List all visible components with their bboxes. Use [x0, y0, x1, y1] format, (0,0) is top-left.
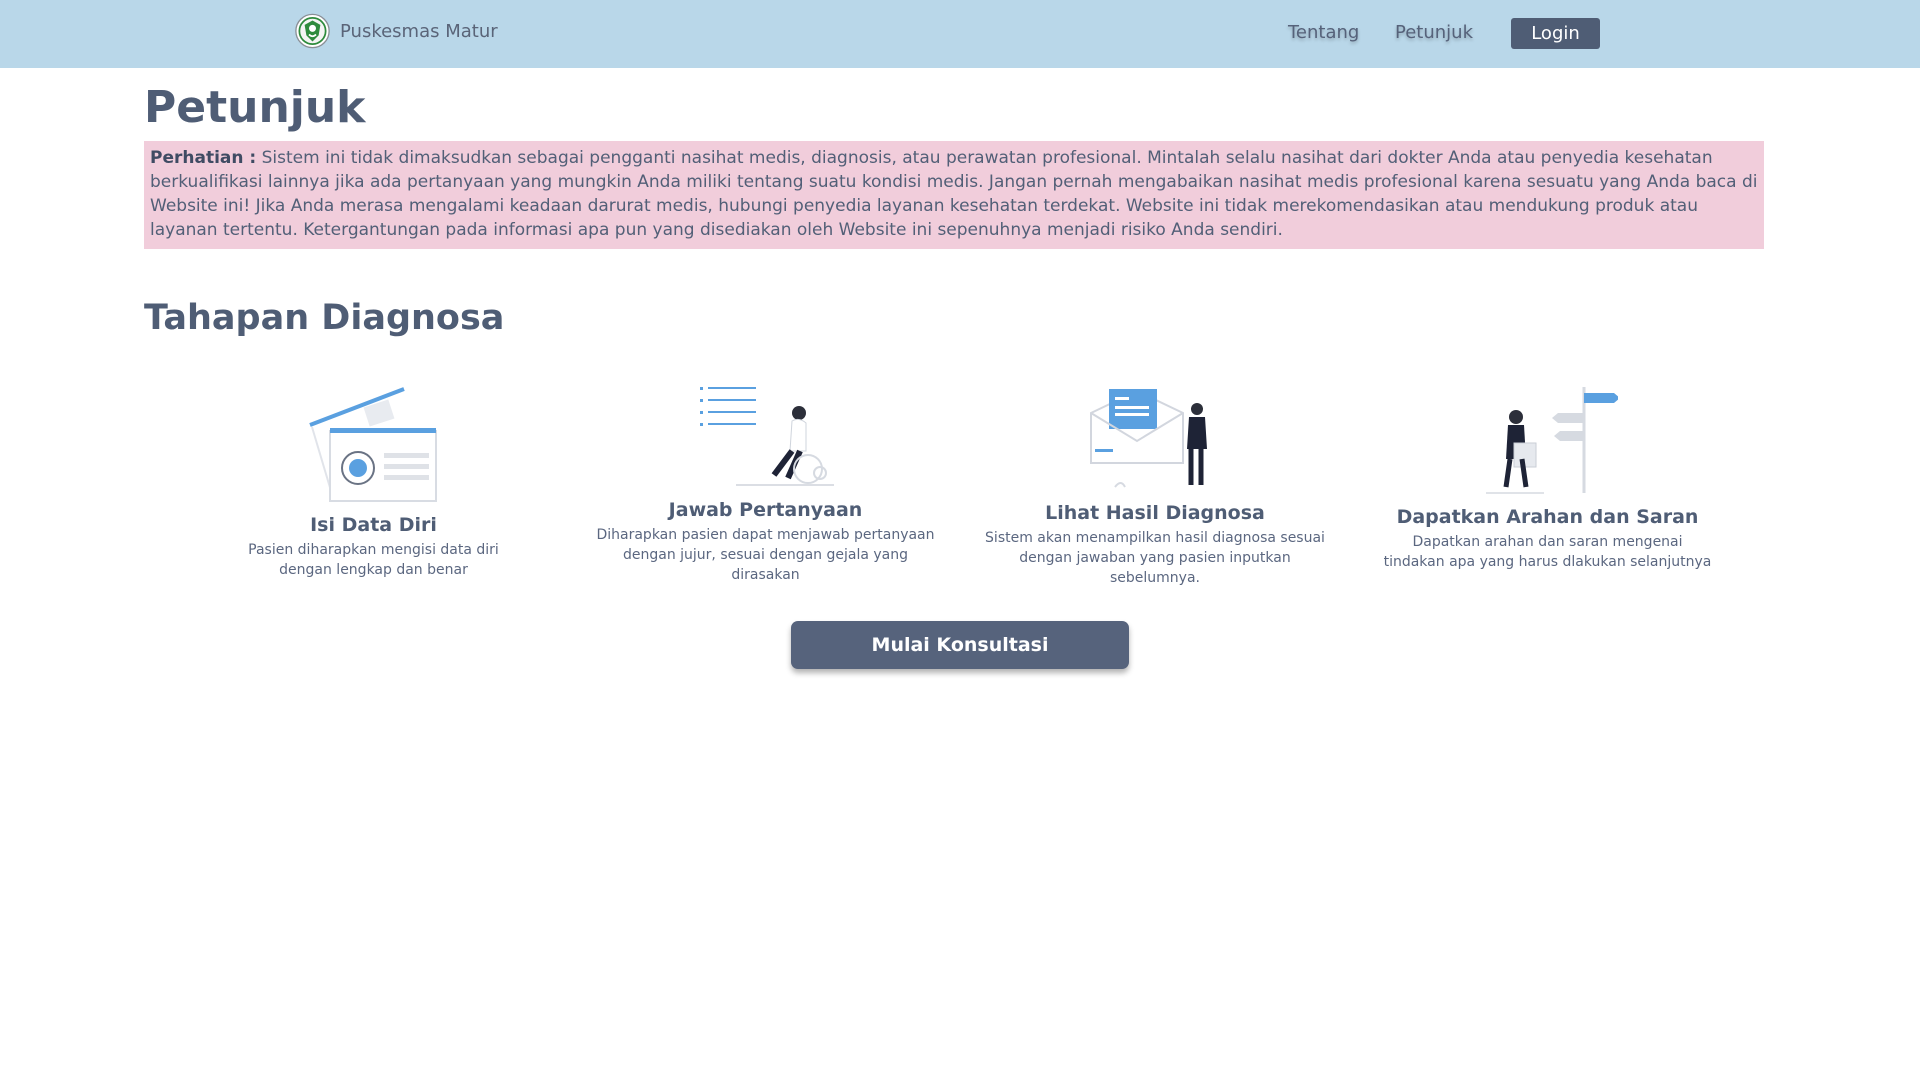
- nav-petunjuk-link[interactable]: Petunjuk: [1395, 22, 1473, 43]
- form-card-illustration-icon: [304, 383, 444, 508]
- step-title: Jawab Pertanyaan: [668, 499, 863, 521]
- step-isi-data-diri: [221, 383, 526, 580]
- step-description: Dapatkan arahan dan saran mengenai tindakan apa yang harus dlakukan selanjutnya: [1383, 534, 1712, 570]
- section-title: Tahapan Diagnosa: [144, 298, 505, 338]
- step-description: Pasien diharapkan mengisi data diri dengan lengkap dan benar: [248, 542, 499, 578]
- step-dapatkan-arahan: [1380, 383, 1715, 572]
- step-lihat-hasil-diagnosa: [985, 383, 1325, 588]
- step-title: Isi Data Diri: [310, 514, 437, 536]
- step-jawab-pertanyaan: [593, 383, 938, 585]
- questionnaire-illustration-icon: [696, 383, 836, 493]
- notice-label: Perhatian :: [150, 148, 257, 168]
- brand[interactable]: [295, 11, 498, 51]
- puskesmas-logo-icon: [295, 11, 330, 51]
- disclaimer-notice: [144, 141, 1764, 249]
- brand-name: Puskesmas Matur: [340, 20, 498, 42]
- signpost-direction-illustration-icon: [1478, 383, 1618, 500]
- step-title: Dapatkan Arahan dan Saran: [1396, 506, 1699, 528]
- login-button[interactable]: Login: [1511, 18, 1600, 49]
- step-description: Diharapkan pasien dapat menjawab pertanyaan dengan jujur, sesuai dengan gejala yang dirasakan: [596, 527, 935, 583]
- notice-text: Sistem ini tidak dimaksudkan sebagai pengganti nasihat medis, diagnosis, atau perawatan profesional. Mintalah selalu nasihat dari dokter Anda atau penyedia kesehatan berkualifikasi lainnya jika ada pertanyaan yang mungkin Anda miliki tentang suatu kondisi medis. Jangan pernah mengabaikan nasihat medis profesional karena sesuatu yang Anda baca di Website ini! Jika Anda merasa mengalami keadaan darurat medis, hubungi penyedia layanan kesehatan terdekat. Website ini tidak merekomendasikan atau mendukung produk atau layanan tertentu. Ketergantungan pada informasi apa pun yang disediakan oleh Website ini sepenuhnya menjadi risiko Anda sendiri.: [150, 148, 1758, 240]
- page-title: Petunjuk: [144, 82, 366, 133]
- nav-tentang-link[interactable]: Tentang: [1288, 22, 1360, 43]
- mulai-konsultasi-button[interactable]: Mulai Konsultasi: [791, 621, 1129, 669]
- step-description: Sistem akan menampilkan hasil diagnosa sesuai dengan jawaban yang pasien inputkan sebelumnya.: [985, 530, 1325, 586]
- email-result-illustration-icon: [1085, 383, 1225, 496]
- top-navbar: [0, 0, 1920, 68]
- step-title: Lihat Hasil Diagnosa: [1045, 502, 1265, 524]
